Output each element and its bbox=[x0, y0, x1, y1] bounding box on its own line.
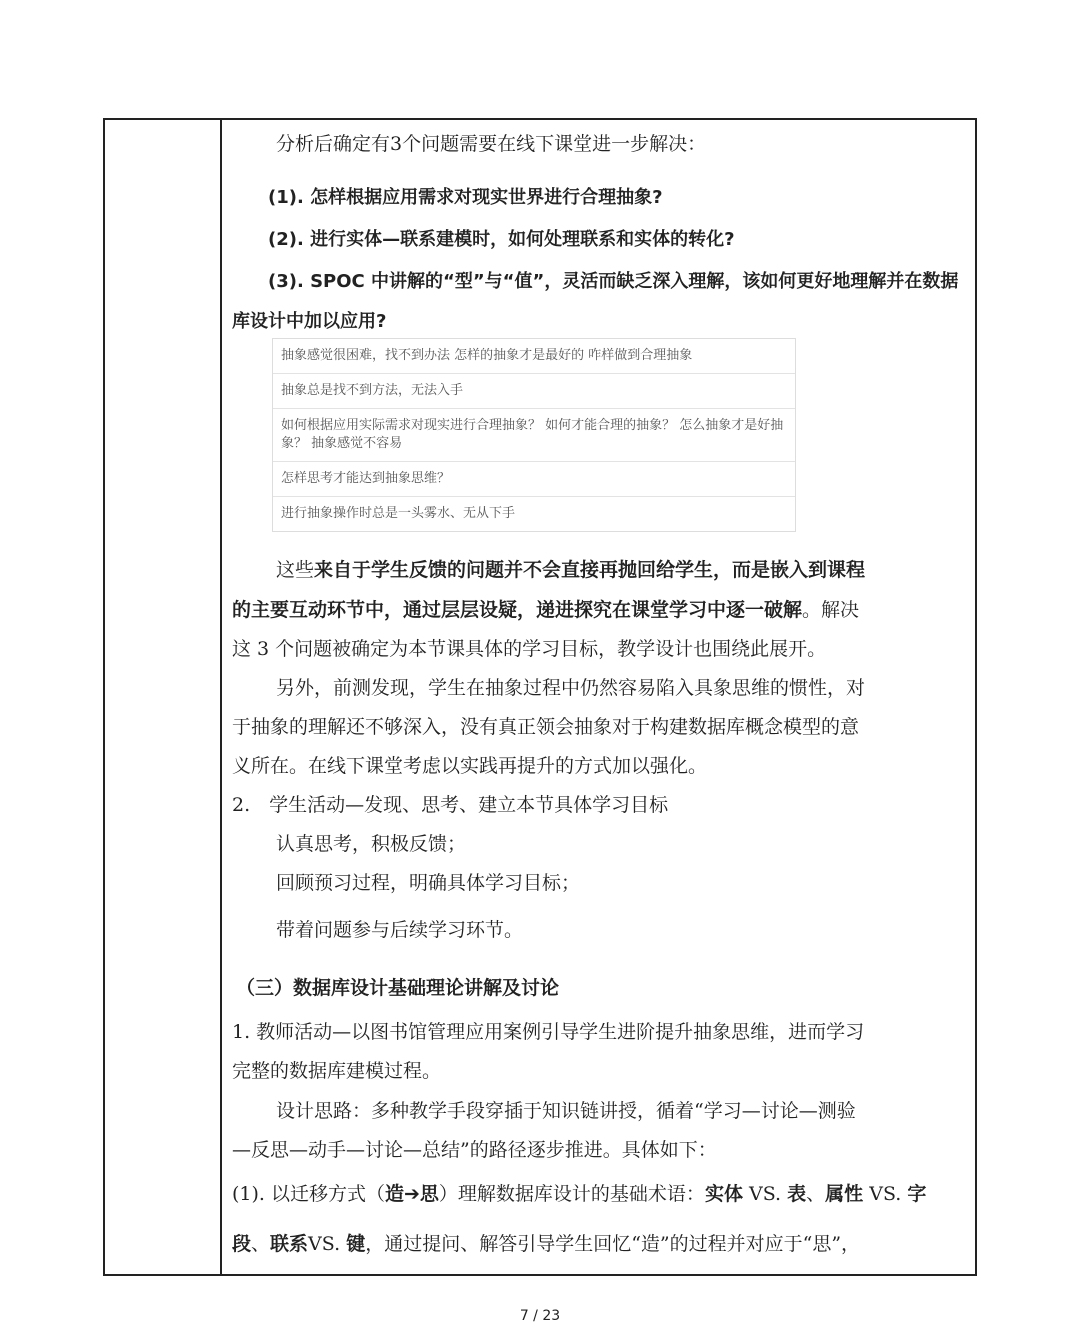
student-activity-item: 认真思考，积极反馈； bbox=[276, 833, 467, 855]
student-activity-heading: 2. 学生活动—发现、思考、建立本节具体学习目标 bbox=[232, 794, 669, 816]
para1-emphasis-2: 的主要互动环节中，通过层层设疑，递进探究在课堂学习中逐一破解 bbox=[232, 599, 803, 621]
section-3-title: （三）数据库设计基础理论讲解及讨论 bbox=[236, 977, 560, 999]
teacher-activity-line2: 完整的数据库建模过程。 bbox=[232, 1060, 442, 1082]
para2-line1: 另外，前测发现，学生在抽象过程中仍然容易陷入具象思维的惯性，对 bbox=[276, 677, 866, 699]
question-1: (1). 怎样根据应用需求对现实世界进行合理抽象? bbox=[268, 187, 663, 208]
para1-line1 bbox=[276, 558, 865, 582]
para1-tail: 。解决 bbox=[802, 599, 860, 621]
item1-line2 bbox=[232, 1232, 860, 1256]
design-line1: 设计思路：多种教学手段穿插于知识链讲授，循着“学习—讨论—测验 bbox=[276, 1100, 856, 1122]
para2-line2: 于抽象的理解还不够深入，没有真正领会抽象对于构建数据库概念模型的意 bbox=[232, 716, 860, 738]
item1-arrow-term: 造➔思 bbox=[385, 1183, 439, 1205]
table-frame bbox=[103, 118, 977, 1276]
item1-prefix: (1). 以迁移方式（ bbox=[232, 1183, 385, 1205]
term-entity: 实体 bbox=[704, 1183, 743, 1205]
feedback-item: 怎样思考才能达到抽象思维？ bbox=[273, 462, 795, 497]
term-attribute: 属性 bbox=[825, 1183, 864, 1205]
item1-mid: ）理解数据库设计的基础术语： bbox=[438, 1183, 705, 1205]
vs: VS. bbox=[308, 1233, 347, 1255]
para1-lead: 这些 bbox=[276, 559, 315, 581]
design-line2: —反思—动手—讨论—总结”的路径逐步推进。具体如下： bbox=[232, 1139, 717, 1161]
feedback-item: 抽象总是找不到方法，无法入手 bbox=[273, 374, 795, 409]
para2-line3: 义所在。在线下课堂考虑以实践再提升的方式加以强化。 bbox=[232, 755, 708, 777]
student-activity-item: 回顾预习过程，明确具体学习目标； bbox=[276, 872, 581, 894]
para1-line3: 这 3 个问题被确定为本节课具体的学习目标，教学设计也围绕此展开。 bbox=[232, 638, 827, 660]
page-number: 7 / 23 bbox=[519, 1308, 561, 1324]
feedback-list bbox=[272, 338, 796, 532]
feedback-item: 进行抽象操作时总是一头雾水、无从下手 bbox=[281, 506, 516, 521]
term-table: 表 bbox=[787, 1183, 807, 1205]
teacher-activity-line1: 1. 教师活动—以图书馆管理应用案例引导学生进阶提升抽象思维，进而学习 bbox=[232, 1021, 865, 1043]
vs: VS. bbox=[863, 1183, 908, 1205]
left-column-cell bbox=[105, 120, 222, 1274]
separator: 、 bbox=[251, 1233, 271, 1255]
term-key: 键 bbox=[346, 1233, 366, 1255]
item1-rest: ，通过提问、解答引导学生回忆“造”的过程并对应于“思”， bbox=[365, 1233, 861, 1255]
vs: VS. bbox=[742, 1183, 788, 1205]
item1-line1 bbox=[232, 1182, 926, 1206]
question-3-cont: 库设计中加以应用? bbox=[232, 311, 387, 332]
feedback-item: 抽象感觉很困难，找不到办法 怎样的抽象才是最好的 咋样做到合理抽象 bbox=[273, 339, 795, 374]
para1-emphasis: 来自于学生反馈的问题并不会直接再抛回给学生，而是嵌入到课程 bbox=[314, 559, 866, 581]
student-activity-item: 带着问题参与后续学习环节。 bbox=[276, 919, 524, 941]
feedback-item: 如何根据应用实际需求对现实进行合理抽象？ 如何才能合理的抽象？ 怎么抽象才是好抽象？ 抽象感觉不容易 bbox=[273, 409, 795, 462]
intro-text: 分析后确定有3个问题需要在线下课堂进一步解决： bbox=[276, 133, 707, 155]
question-3: (3). SPOC 中讲解的“型”与“值”，灵活而缺乏深入理解，该如何更好地理解并在数据 bbox=[268, 271, 959, 292]
para1-line2 bbox=[232, 598, 859, 622]
question-2: (2). 进行实体—联系建模时，如何处理联系和实体的转化? bbox=[268, 229, 735, 250]
term-relationship: 联系 bbox=[270, 1233, 309, 1255]
separator: 、 bbox=[806, 1183, 826, 1205]
term-field-part2: 段 bbox=[232, 1233, 252, 1255]
term-field-part1: 字 bbox=[907, 1183, 927, 1205]
